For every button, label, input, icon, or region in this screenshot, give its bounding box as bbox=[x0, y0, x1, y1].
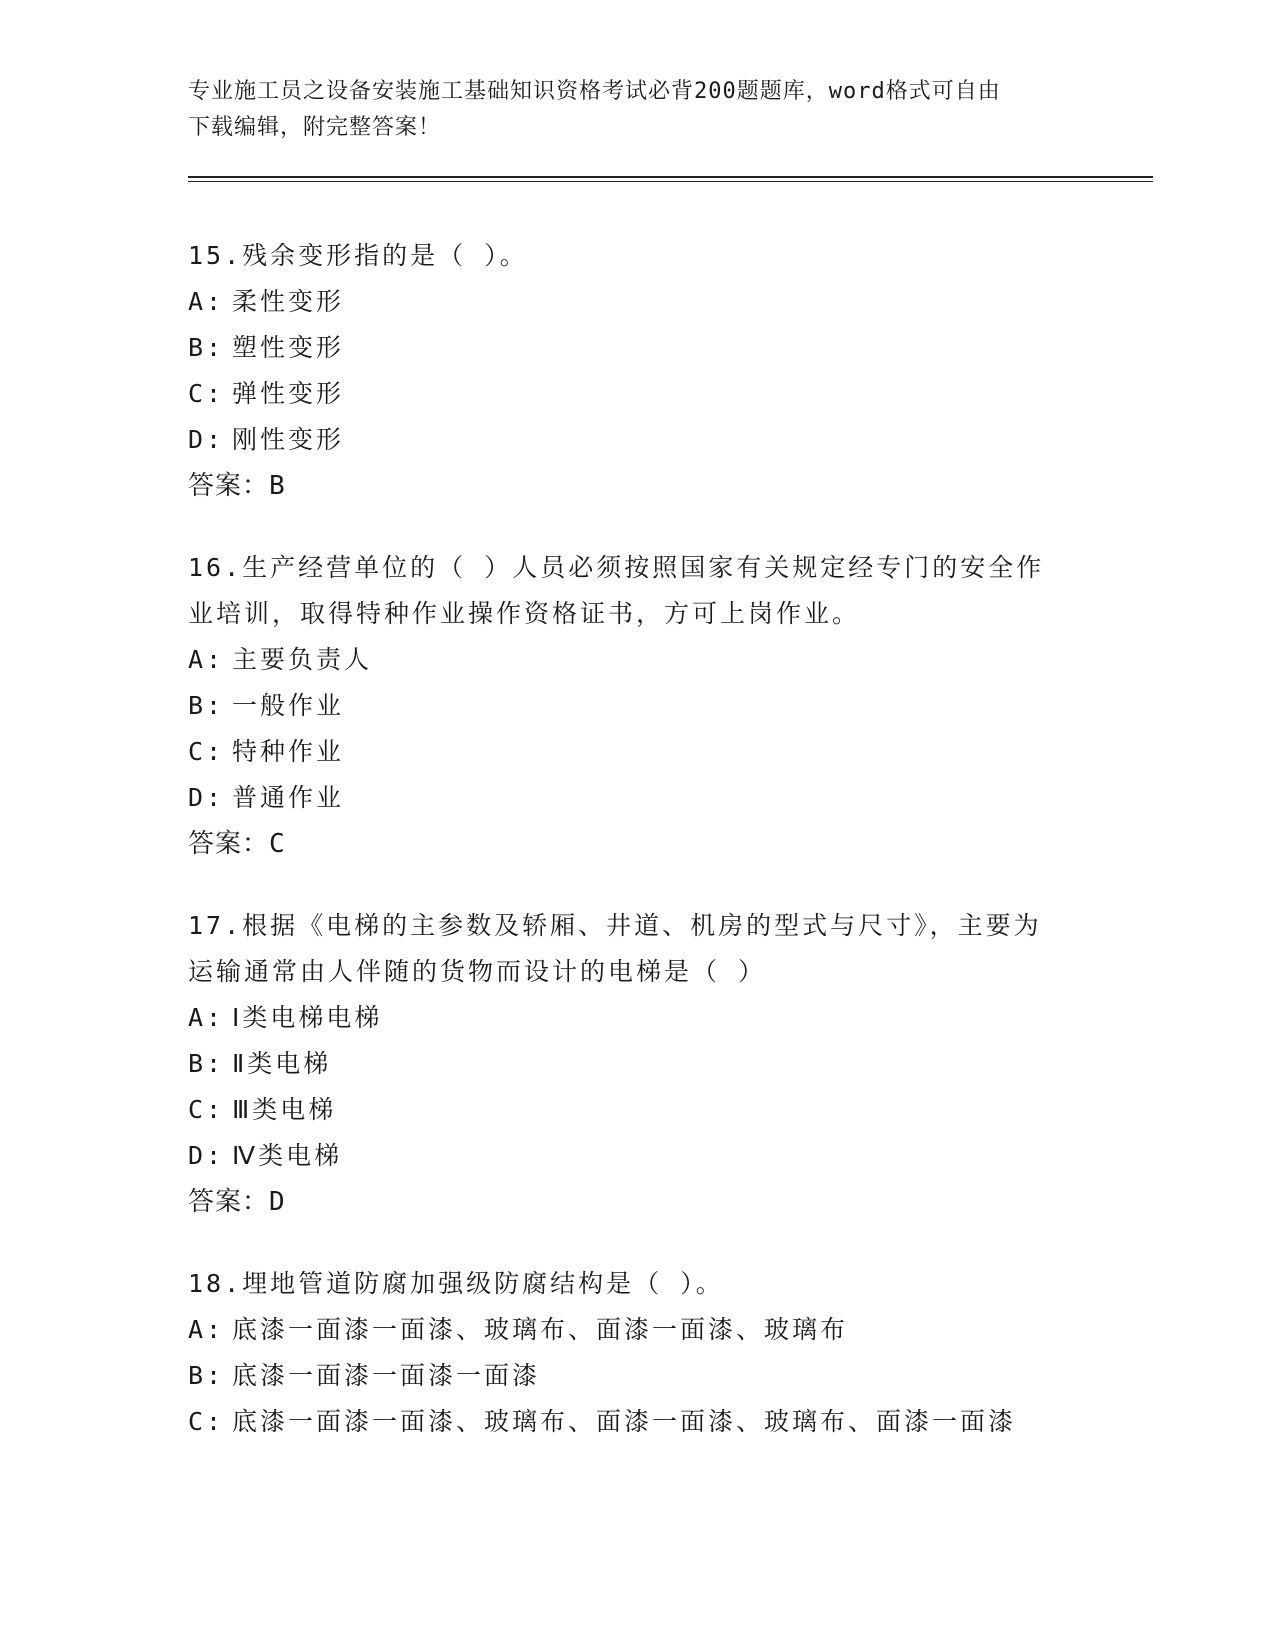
option-letter: C: bbox=[188, 379, 225, 408]
option-c bbox=[188, 729, 1068, 775]
option-letter: A: bbox=[188, 287, 225, 316]
option-text: Ⅰ类电梯电梯 bbox=[232, 1003, 383, 1032]
option-text: Ⅱ类电梯 bbox=[232, 1049, 332, 1078]
option-text: 特种作业 bbox=[232, 737, 345, 766]
question-18 bbox=[188, 1261, 1068, 1445]
option-letter: C: bbox=[188, 1407, 225, 1436]
option-letter: C: bbox=[188, 737, 225, 766]
option-letter: B: bbox=[188, 691, 225, 720]
option-text: 底漆一面漆一面漆一面漆 bbox=[232, 1361, 541, 1390]
option-d bbox=[188, 775, 1068, 821]
option-text: 主要负责人 bbox=[232, 645, 373, 674]
question-15 bbox=[188, 233, 1068, 509]
option-a bbox=[188, 995, 1068, 1041]
header-divider-thin bbox=[188, 181, 1153, 182]
option-a bbox=[188, 279, 1068, 325]
option-c bbox=[188, 1399, 1068, 1445]
option-text: 塑性变形 bbox=[232, 333, 345, 362]
option-b bbox=[188, 325, 1068, 371]
answer-line: 答案：C bbox=[188, 829, 286, 859]
option-a bbox=[188, 637, 1068, 683]
answer-line: 答案：B bbox=[188, 471, 286, 501]
option-letter: D: bbox=[188, 1141, 225, 1170]
option-letter: B: bbox=[188, 333, 225, 362]
option-letter: B: bbox=[188, 1361, 225, 1390]
question-text-line-2: 运输通常由人伴随的货物而设计的电梯是（ ） bbox=[188, 957, 767, 986]
option-letter: A: bbox=[188, 1315, 225, 1344]
option-text: Ⅲ类电梯 bbox=[232, 1095, 337, 1124]
option-a bbox=[188, 1307, 1068, 1353]
option-text: 普通作业 bbox=[232, 783, 345, 812]
option-c bbox=[188, 371, 1068, 417]
option-letter: C: bbox=[188, 1095, 225, 1124]
option-letter: B: bbox=[188, 1049, 225, 1078]
question-text: 15.残余变形指的是（ ）。 bbox=[188, 241, 528, 270]
question-17 bbox=[188, 903, 1068, 1225]
question-list bbox=[188, 233, 1068, 1481]
question-text-line-2: 业培训，取得特种作业操作资格证书，方可上岗作业。 bbox=[188, 599, 861, 628]
option-c bbox=[188, 1087, 1068, 1133]
header-line-2: 下载编辑，附完整答案！ bbox=[188, 115, 442, 140]
option-text: 柔性变形 bbox=[232, 287, 345, 316]
option-letter: D: bbox=[188, 425, 225, 454]
question-text: 18.埋地管道防腐加强级防腐结构是（ ）。 bbox=[188, 1269, 724, 1298]
option-d bbox=[188, 417, 1068, 463]
option-text: 弹性变形 bbox=[232, 379, 345, 408]
question-16 bbox=[188, 545, 1068, 867]
header-divider-thick bbox=[188, 176, 1153, 178]
option-text: 一般作业 bbox=[232, 691, 345, 720]
question-text-line-1: 16.生产经营单位的（ ）人员必须按照国家有关规定经专门的安全作 bbox=[188, 553, 1045, 582]
document-header bbox=[188, 74, 1088, 146]
option-text: Ⅳ类电梯 bbox=[232, 1141, 343, 1170]
option-b bbox=[188, 1353, 1068, 1399]
header-line-1: 专业施工员之设备安装施工基础知识资格考试必背200题题库，word格式可自由 bbox=[188, 79, 1001, 104]
option-b bbox=[188, 1041, 1068, 1087]
option-text: 刚性变形 bbox=[232, 425, 345, 454]
option-text: 底漆一面漆一面漆、玻璃布、面漆一面漆、玻璃布 bbox=[232, 1315, 849, 1344]
option-d bbox=[188, 1133, 1068, 1179]
option-b bbox=[188, 683, 1068, 729]
option-letter: D: bbox=[188, 783, 225, 812]
answer-line: 答案：D bbox=[188, 1187, 286, 1217]
option-letter: A: bbox=[188, 645, 225, 674]
question-text-line-1: 17.根据《电梯的主参数及轿厢、井道、机房的型式与尺寸》，主要为 bbox=[188, 911, 1042, 940]
option-letter: A: bbox=[188, 1003, 225, 1032]
option-text: 底漆一面漆一面漆、玻璃布、面漆一面漆、玻璃布、面漆一面漆 bbox=[232, 1407, 1017, 1436]
